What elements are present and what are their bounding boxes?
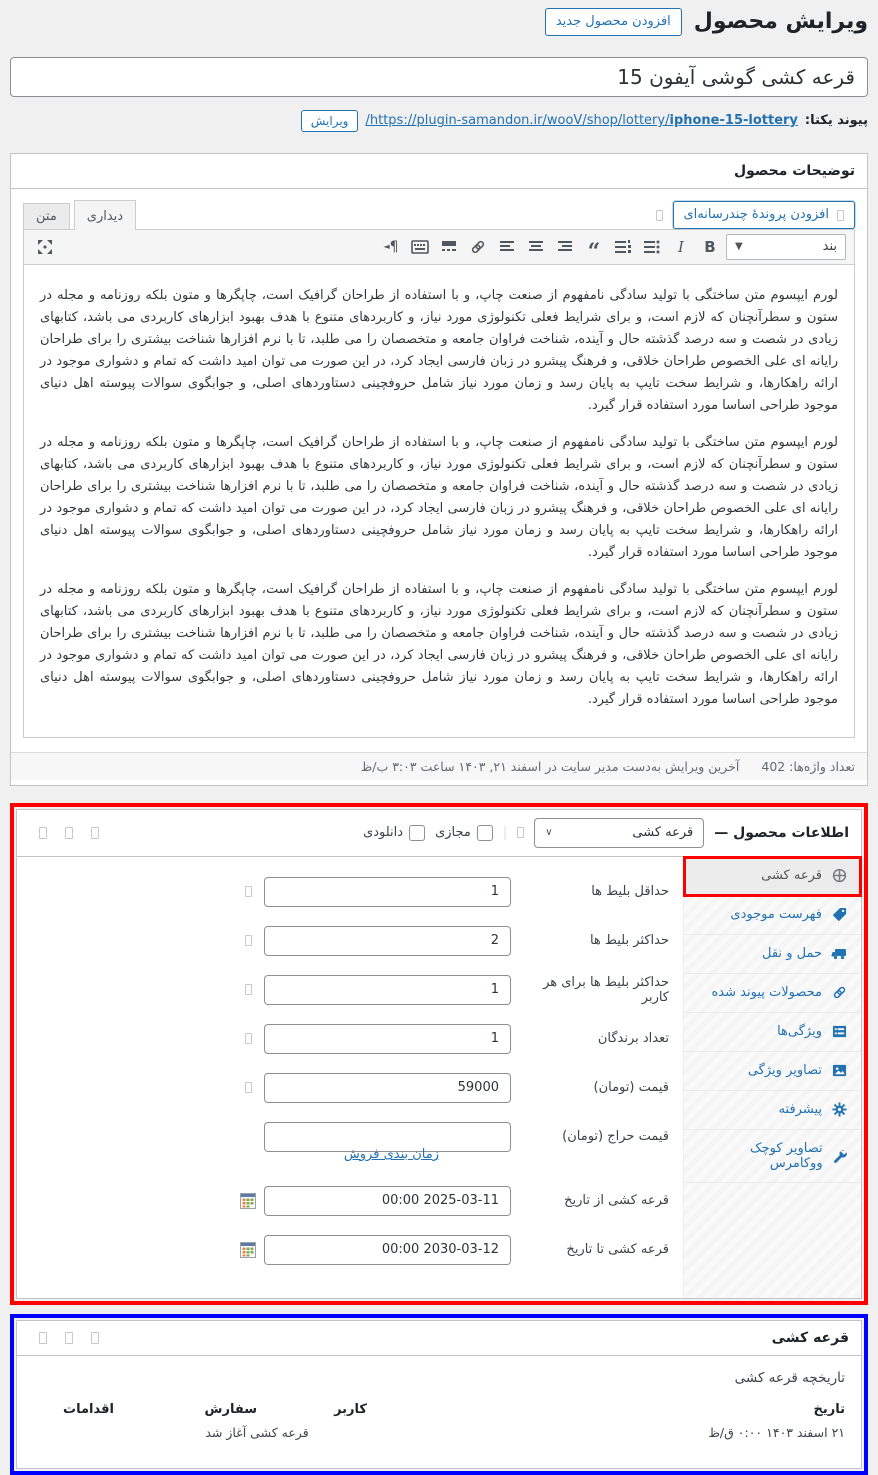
panel-header-tools (29, 827, 99, 839)
column-user: کاربر (334, 1401, 367, 1417)
field-lottery-start-date: قرعه کشی از تاریخ 2025-03-11 00:00 (31, 1186, 669, 1216)
italic-button[interactable]: I (678, 237, 684, 256)
sale-schedule-row (31, 1147, 439, 1162)
column-date: تاریخ (813, 1401, 845, 1417)
tab-visual[interactable]: دیداری (74, 200, 136, 230)
word-count: تعداد واژه‌ها: 402 (761, 758, 855, 774)
add-media-button[interactable]: افزودن پروندهٔ چندرسانه‌ای (673, 201, 856, 229)
align-center-icon[interactable] (523, 235, 549, 259)
description-panel-header (11, 154, 867, 189)
description-paragraph: لورم ایپسوم متن ساختگی با تولید سادگی نامفهوم از صنعت چاپ، و با استفاده از طراحان گرافیک است، چاپگرها و متون بلکه روزنامه و مجله در ستون و سطرآنچنان که لازم است، و برای شرایط فعلی تکنولوژی مورد نیاز، و کاربردهای متنوع با هدف بهبود ابزارهای کاربردی می باشد، کتابهای زیادی در شصت و سه درصد گذشته حال و آینده، شناخت فراوان جامعه و متخصصان را می طلبد، تا با نرم افزارها شناخت بیشتری را برای طراحان رایانه ای علی الخصوص طراحان خلاقی، و فرهنگ پیشرو در زبان فارسی ایجاد کرد، در این صورت می توان امید داشت که تمام و دشواری موجود در ارائه راهکارها، و شرایط سخت تایپ به پایان رسد و زمان مورد نیاز شامل حروفچینی دستاوردهای اصلی، و جوابگوی سوالات پیوسته اهل دنیای موجود طراحی اساسا مورد استفاده قرار گیرد. (40, 581, 838, 707)
editor-mode-tabs (23, 199, 140, 229)
bold-button[interactable]: B (704, 237, 716, 256)
tab-lottery[interactable]: قرعه کشی (684, 857, 861, 896)
keyboard-shortcuts-icon[interactable] (407, 235, 433, 259)
editor-top-row (23, 199, 855, 229)
sale-schedule-link[interactable]: زمان بندی فروش (343, 1146, 439, 1162)
tag-icon (831, 907, 847, 923)
more-tag-icon[interactable] (436, 235, 462, 259)
help-icon (517, 827, 524, 838)
annotation-red-box (10, 803, 868, 1305)
media-button-group (656, 201, 856, 229)
chevron-down-icon: ∨ (545, 827, 553, 839)
lottery-end-date-input[interactable] (264, 1235, 511, 1265)
min-tickets-input[interactable] (264, 877, 511, 907)
description-paragraph: لورم ایپسوم متن ساختگی با تولید سادگی نامفهوم از صنعت چاپ، و با استفاده از طراحان گرافیک است، چاپگرها و متون بلکه روزنامه و مجله در ستون و سطرآنچنان که لازم است، و برای شرایط فعلی تکنولوژی مورد نیاز، و کاربردهای متنوع با هدف بهبود ابزارهای کاربردی می باشد، کتابهای زیادی در شصت و سه درصد گذشته حال و آینده، شناخت فراوان جامعه و متخصصان را می طلبد، تا با نرم افزارها شناخت بیشتری را برای طراحان رایانه ای علی الخصوص طراحان خلاقی، و فرهنگ پیشرو در زبان فارسی ایجاد کرد، در این صورت می توان امید داشت که تمام و دشواری موجود در ارائه راهکارها، و شرایط سخت تایپ به پایان رسد و زمان مورد نیاز شامل حروفچینی دستاوردهای اصلی، و جوابگوی سوالات پیوسته اهل دنیای موجود طراحی اساسا مورد استفاده قرار گیرد. (40, 287, 838, 413)
tab-shipping[interactable]: حمل و نقل (684, 935, 861, 974)
lottery-wheel-icon (831, 868, 847, 884)
description-panel-title: توضیحات محصول (733, 162, 855, 179)
image-icon (831, 1063, 847, 1079)
blockquote-icon[interactable]: “ (587, 238, 601, 265)
calendar-icon[interactable] (240, 1193, 256, 1209)
link-icon[interactable] (465, 235, 491, 259)
help-icon (245, 1033, 252, 1044)
annotation-blue-box (10, 1314, 868, 1475)
move-up-icon[interactable] (91, 827, 99, 839)
tab-inventory[interactable]: فهرست موجودی (684, 896, 861, 935)
last-edited-text: آخرین ویرایش به‌دست مدیر سایت در اسفند ۲۱, ۱۴۰۳ ساعت ۳:۰۳ ب/ظ (360, 758, 740, 774)
tab-attribute-images[interactable]: تصاویر ویژگی (684, 1052, 861, 1091)
field-max-tickets: حداکثر بلیط ها 2 (31, 926, 669, 956)
divider: | (502, 825, 508, 841)
description-paragraph: لورم ایپسوم متن ساختگی با تولید سادگی نامفهوم از صنعت چاپ، و با استفاده از طراحان گرافیک است، چاپگرها و متون بلکه روزنامه و مجله در ستون و سطرآنچنان که لازم است، و برای شرایط فعلی تکنولوژی مورد نیاز، و کاربردهای متنوع با هدف بهبود ابزارهای کاربردی می باشد، کتابهای زیادی در شصت و سه درصد گذشته حال و آینده، شناخت فراوان جامعه و متخصصان را می طلبد، تا با نرم افزارها شناخت بیشتری را برای طراحان رایانه ای علی الخصوص طراحان خلاقی، و فرهنگ پیشرو در زبان فارسی ایجاد کرد، در این صورت می توان امید داشت که تمام و دشواری موجود در ارائه راهکارها، و شرایط سخت تایپ به پایان رسد و زمان مورد نیاز شامل حروفچینی دستاوردهای اصلی، و جوابگوی سوالات پیوسته اهل دنیای موجود طراحی اساسا مورد استفاده قرار گیرد. (40, 434, 838, 560)
lottery-history-table (33, 1402, 845, 1440)
permalink-row (10, 110, 868, 132)
permalink-edit-button[interactable]: ویرایش (301, 110, 359, 132)
editor-status-bar (11, 752, 867, 780)
permalink-slug[interactable]: iphone-15-lottery (669, 113, 798, 129)
lottery-history-body (17, 1356, 861, 1468)
paragraph-format-select[interactable]: بند ▼ (726, 234, 846, 260)
field-winners-count: تعداد برندگان 1 (31, 1024, 669, 1054)
help-icon (245, 1082, 252, 1093)
help-icon (245, 886, 252, 897)
move-down-icon[interactable] (65, 827, 73, 839)
tab-woocommerce-thumbnails[interactable]: تصاویر کوچک ووکامرس (684, 1130, 861, 1183)
virtual-checkbox-label[interactable]: مجازی (435, 825, 493, 841)
history-date: ۲۱ اسفند ۱۴۰۳ ۰:۰۰ ق/ظ (708, 1424, 845, 1440)
unknown-glyph-icon (656, 210, 663, 221)
downloadable-checkbox-label[interactable]: دانلودی (363, 825, 425, 841)
field-price: قیمت (تومان) 59000 (31, 1073, 669, 1103)
field-sale-price: قیمت حراج (تومان) (31, 1122, 669, 1152)
product-title-input[interactable] (10, 57, 868, 97)
chevron-down-icon: ▼ (735, 241, 743, 253)
align-right-icon[interactable] (552, 235, 578, 259)
link-icon (831, 985, 847, 1001)
editor-toolbar (23, 229, 855, 265)
lottery-panel-title: قرعه کشی (771, 1329, 849, 1346)
column-actions: اقدامات (63, 1401, 114, 1417)
lottery-history-title: تاریخچه قرعه کشی (734, 1369, 845, 1386)
tab-advanced[interactable]: پیشرفته (684, 1091, 861, 1130)
page-header (10, 0, 868, 36)
product-type-select[interactable]: قرعه کشی ∨ (534, 818, 704, 848)
collapse-dash: — (714, 824, 729, 841)
product-description-panel (10, 153, 868, 786)
move-down-icon[interactable] (65, 1332, 73, 1344)
field-max-tickets-per-user: حداکثر بلیط ها برای هر کاربر 1 (31, 975, 669, 1005)
toggle-panel-icon[interactable] (39, 1332, 47, 1344)
help-icon (245, 935, 252, 946)
winners-count-input[interactable] (264, 1024, 511, 1054)
help-icon (245, 984, 252, 995)
fullscreen-icon[interactable] (32, 235, 58, 259)
toggle-panel-icon[interactable] (39, 827, 47, 839)
lottery-panel-header (17, 1321, 861, 1356)
add-new-product-button[interactable]: افزودن محصول جدید (545, 8, 682, 36)
numbered-list-icon[interactable] (610, 235, 636, 259)
truck-icon (831, 946, 847, 962)
product-data-title: اطلاعات محصول — (714, 824, 849, 841)
tab-attributes[interactable]: ویژگی‌ها (684, 1013, 861, 1052)
align-left-icon[interactable] (494, 235, 520, 259)
lottery-fields-form (17, 857, 683, 1298)
wrench-icon (832, 1148, 847, 1164)
permalink-link[interactable]: https://plugin-samandon.ir/wooV/shop/lottery/iphone-15-lottery/ (365, 113, 798, 129)
field-lottery-end-date: قرعه کشی تا تاریخ 2030-03-12 00:00 (31, 1235, 669, 1265)
page-title: ویرایش محصول (693, 9, 868, 35)
list-box-icon (831, 1024, 847, 1040)
product-data-panel (16, 809, 862, 1299)
permalink-label: پیوند یکتا: (804, 113, 868, 129)
lottery-start-date-input[interactable] (264, 1186, 511, 1216)
product-data-tabs (683, 857, 861, 1298)
downloadable-checkbox[interactable] (409, 825, 425, 841)
virtual-checkbox[interactable] (477, 825, 493, 841)
lottery-panel (16, 1320, 862, 1469)
move-up-icon[interactable] (91, 1332, 99, 1344)
media-icon (837, 210, 844, 221)
product-data-header (17, 810, 861, 857)
bullet-list-icon[interactable] (639, 235, 665, 259)
panel-header-tools (29, 1332, 99, 1344)
paragraph-rtl-icon[interactable]: ¶ ◄ (383, 238, 399, 255)
tab-linked-products[interactable]: محصولات پیوند شده (684, 974, 861, 1013)
tab-text[interactable]: متن (23, 203, 70, 230)
history-row (33, 1425, 845, 1440)
history-header-row (33, 1402, 845, 1417)
max-tickets-per-user-input[interactable] (264, 975, 511, 1005)
product-data-body (17, 857, 861, 1298)
price-input[interactable] (264, 1073, 511, 1103)
calendar-icon[interactable] (240, 1242, 256, 1258)
column-order: سفارش (204, 1401, 257, 1417)
field-min-tickets: حداقل بلیط ها 1 (31, 877, 669, 907)
max-tickets-input[interactable] (264, 926, 511, 956)
gear-icon (831, 1102, 847, 1118)
editor-content-area[interactable] (23, 265, 855, 738)
history-message: قرعه کشی آغاز شد (205, 1424, 309, 1440)
